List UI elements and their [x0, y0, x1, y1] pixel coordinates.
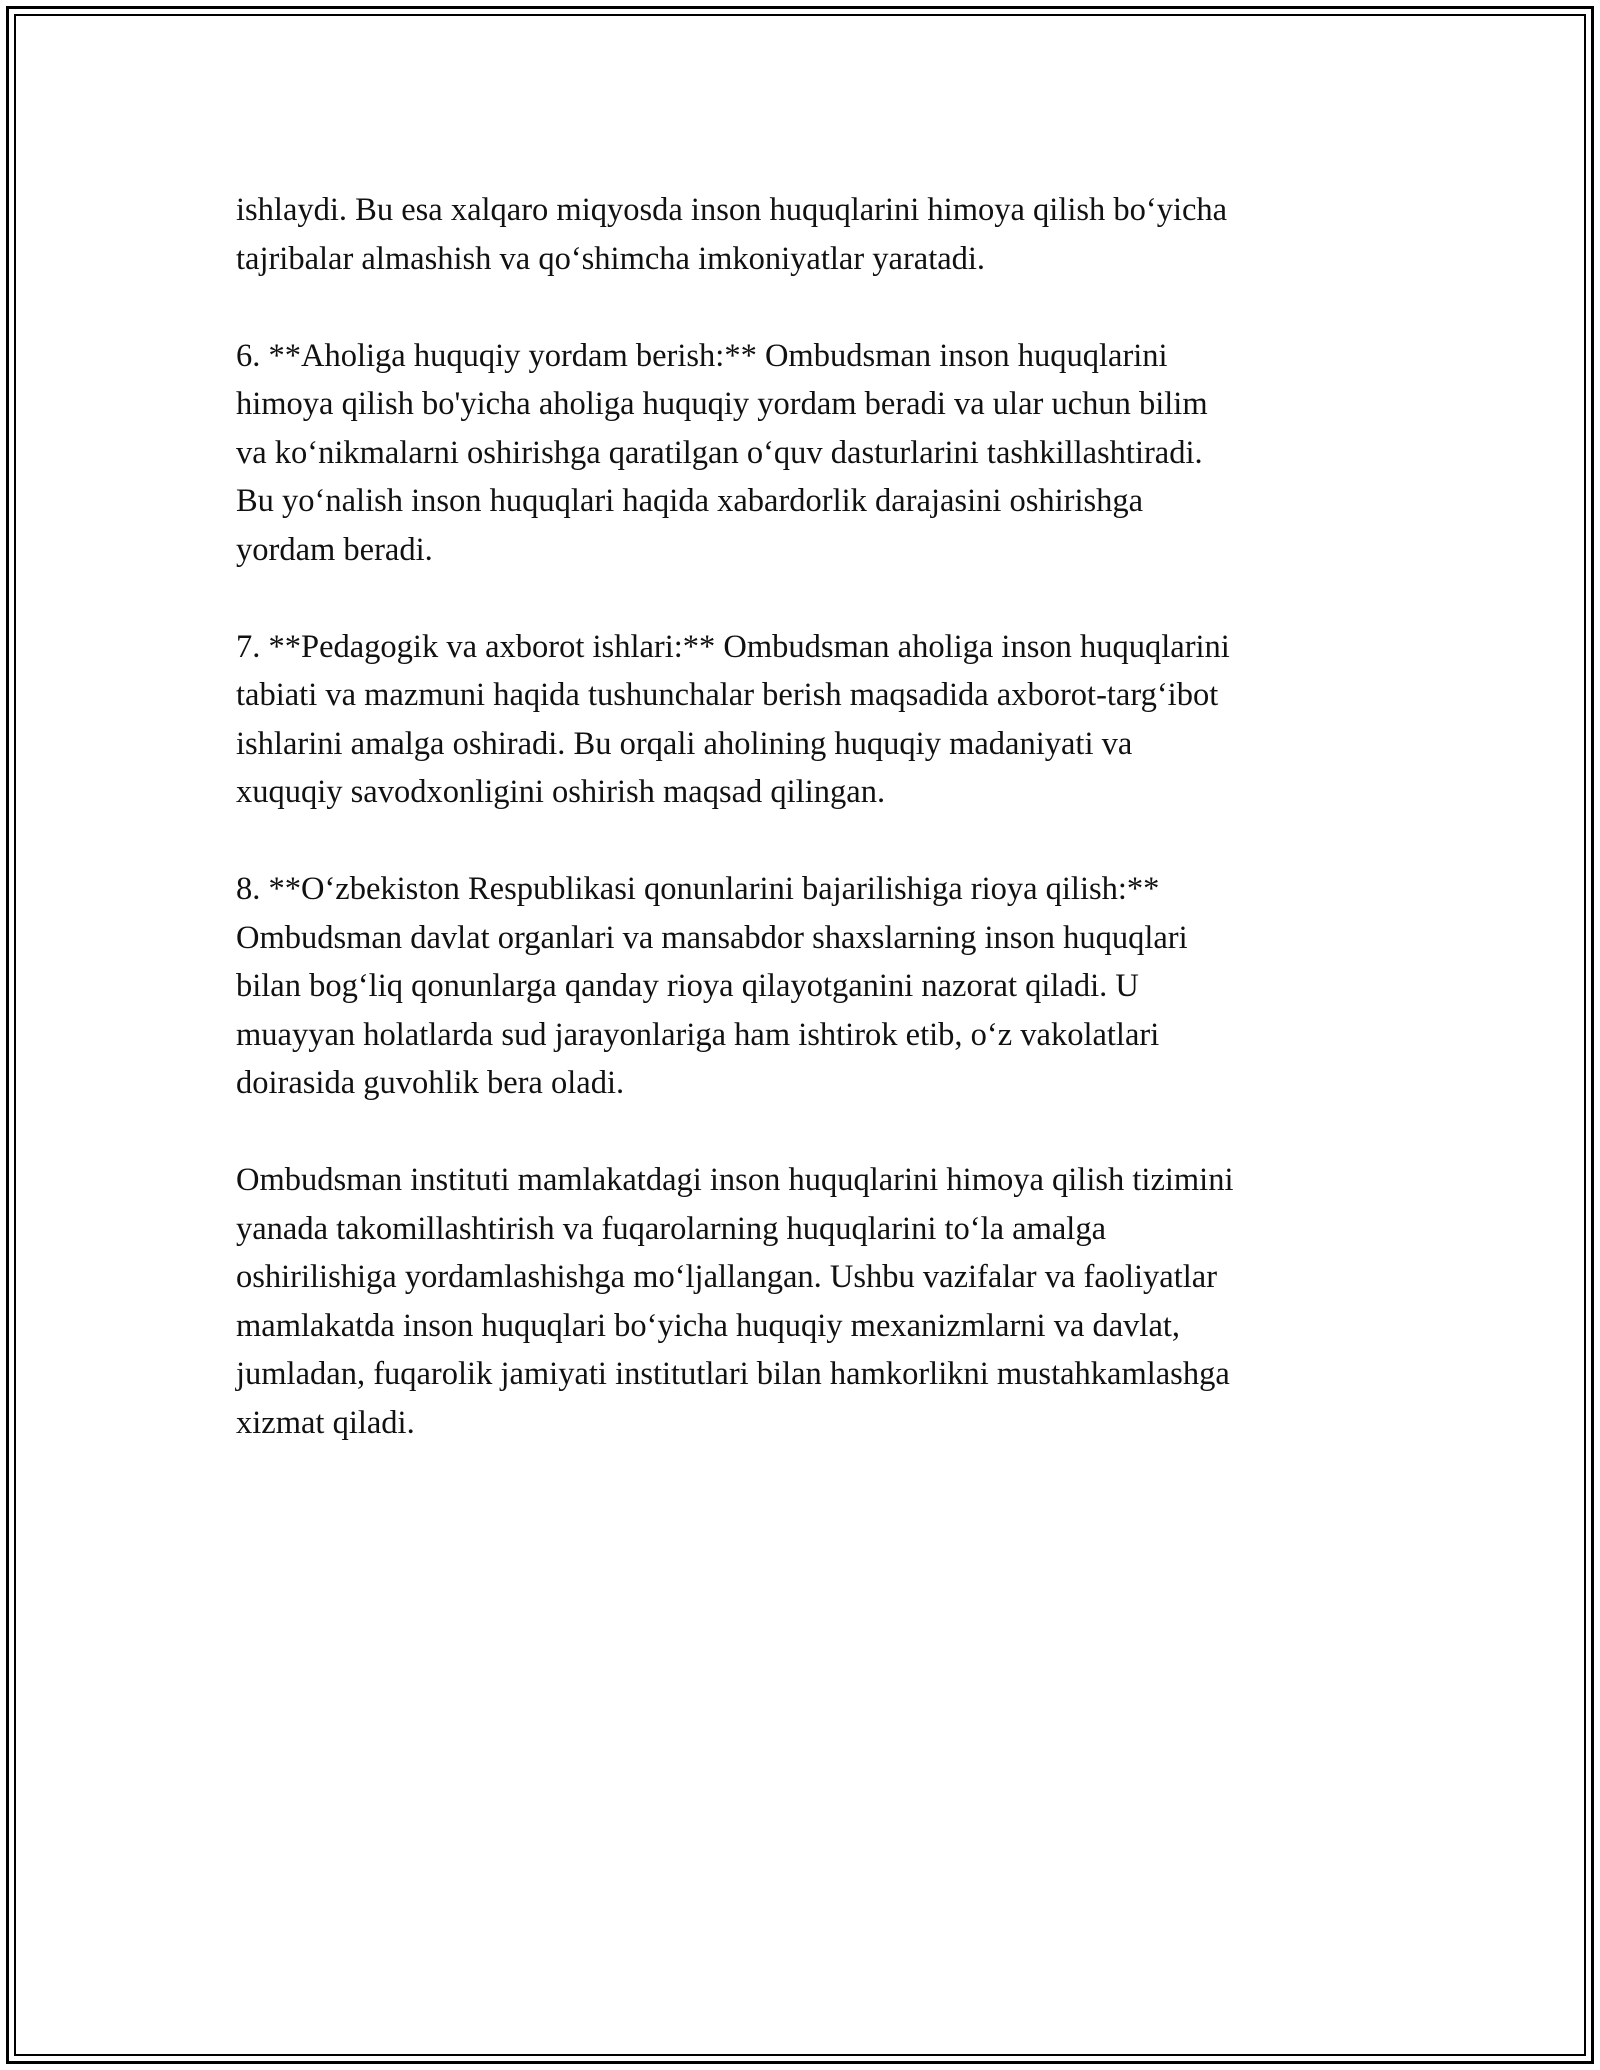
paragraph-conclusion: Ombudsman instituti mamlakatdagi inson huquqlarini himoya qilish tizimini yanada takomillashtirish va fuqarolarning huquqlarini to‘la amalga oshirilishiga yordamlashishga mo‘ljallangan. Ushbu vazifalar va faoliyatlar mamlakatda inson huquqlari bo‘yicha huquqiy mexanizmlarni va davlat, jumladan, fuqarolik jamiyati institutlari bilan hamkorlikni mustahkamlashga xizmat qiladi.: [236, 1162, 1234, 1441]
paragraph-item-7: 7. **Pedagogik va axborot ishlari:** Ombudsman aholiga inson huquqlarini tabiati va mazmuni haqida tushunchalar berish maqsadida axborot-targ‘ibot ishlarini amalga oshiradi. Bu orqali aholining huquqiy madaniyati va xuquqiy savodxonligini oshirish maqsad qilingan.: [236, 628, 1230, 810]
paragraph-item-8: 8. **O‘zbekiston Respublikasi qonunlarini bajarilishiga rioya qilish:** Ombudsman davlat organlari va mansabdor shaxslarning inson huquqlari bilan bog‘liq qonunlarga qanday rioya qilayotganini nazorat qiladi. U muayyan holatlarda sud jarayonlariga ham ishtirok etib, o‘z vakolatlari doirasida guvohlik bera oladi.: [236, 871, 1188, 1101]
paragraph-continuation: ishlaydi. Bu esa xalqaro miqyosda inson huquqlarini himoya qilish bo‘yicha tajribalar almashish va qo‘shimcha imkoniyatlar yaratadi.: [236, 192, 1228, 277]
document-body: [236, 186, 1376, 1496]
paragraph-item-6: 6. **Aholiga huquqiy yordam berish:** Ombudsman inson huquqlarini himoya qilish bo'yicha aholiga huquqiy yordam beradi va ular uchun bilim va ko‘nikmalarni oshirishga qaratilgan o‘quv dasturlarini tashkillashtiradi. Bu yo‘nalish inson huquqlari haqida xabardorlik darajasini oshirishga yordam beradi.: [236, 337, 1208, 568]
